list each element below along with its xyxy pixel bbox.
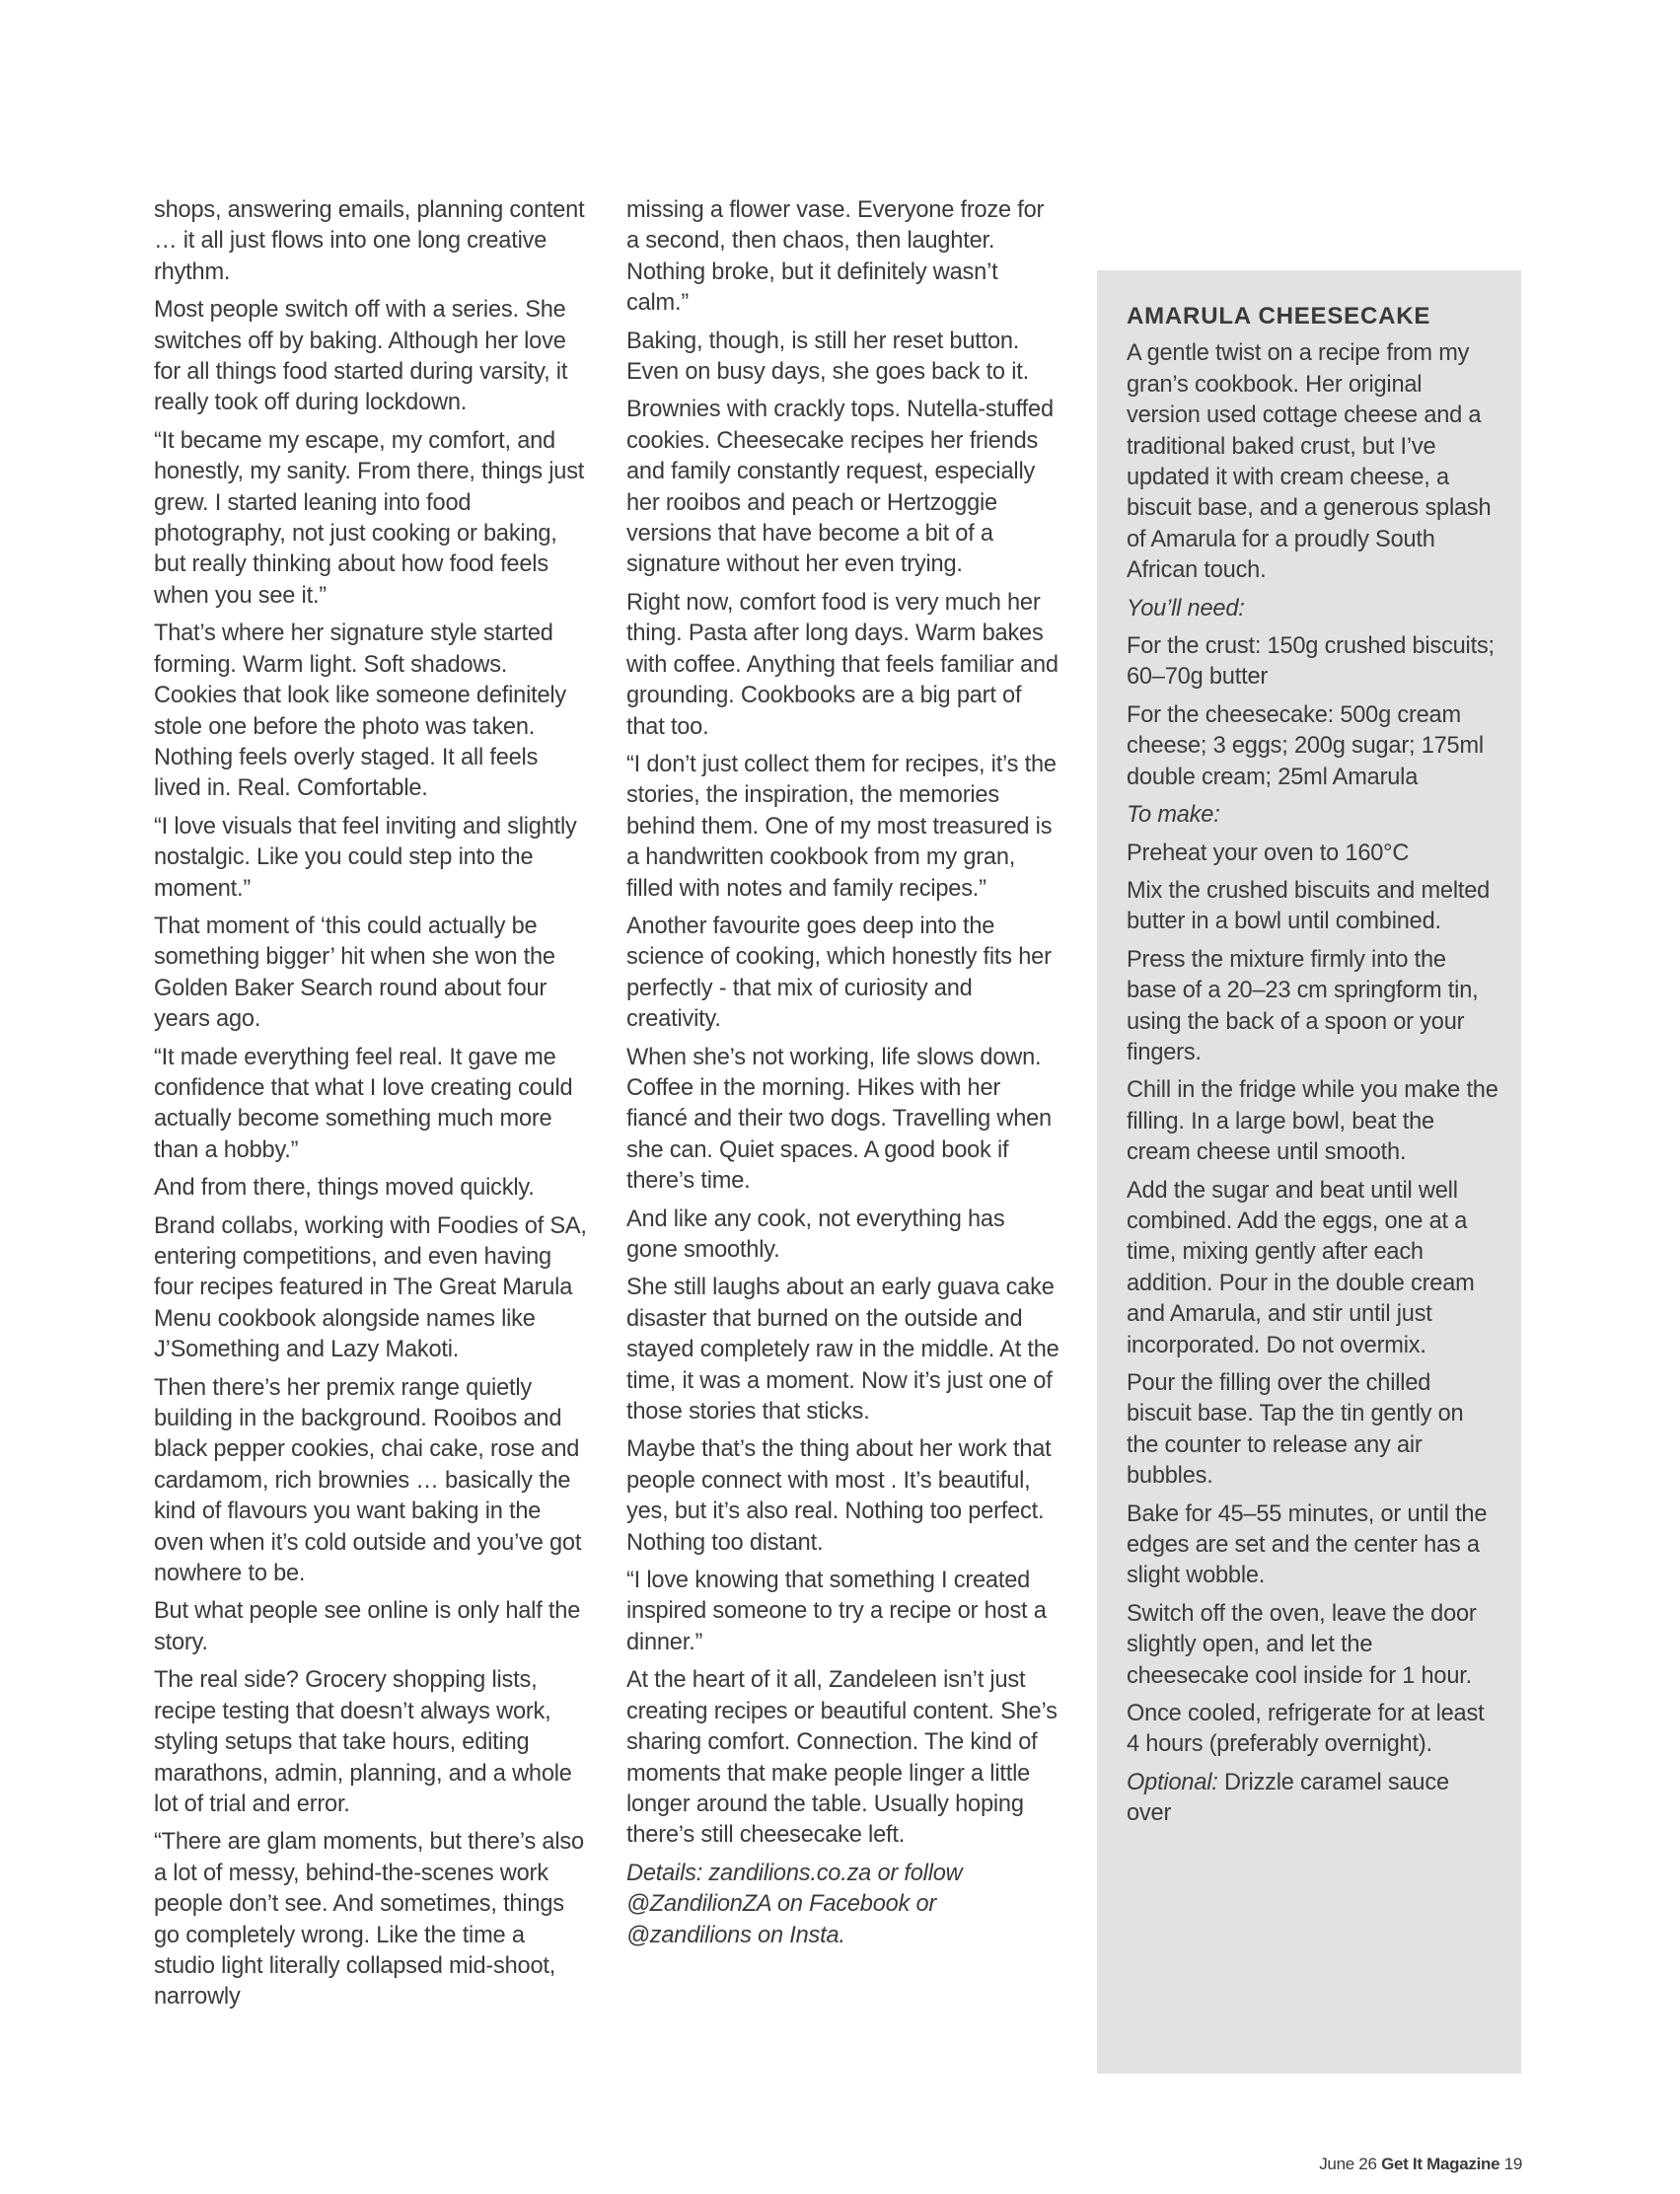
article-paragraph: “I love visuals that feel inviting and slightly nostalgic. Like you could step into the moment.” <box>154 813 577 902</box>
article-paragraph: But what people see online is only half the story. <box>154 1598 581 1655</box>
recipe-need-label: You’ll need: <box>1127 595 1245 622</box>
article-details: Details: zandilions.co.za or follow @ZandilionZA on Facebook or @zandilions on Insta. <box>626 1860 963 1948</box>
article-paragraph: Baking, though, is still her reset button. Even on busy days, she goes back to it. <box>626 328 1029 386</box>
recipe-step: Once cooled, refrigerate for at least 4 hours (preferably overnight). <box>1127 1701 1485 1758</box>
article-paragraph: The real side? Grocery shopping lists, recipe testing that doesn’t always work, styling setups that take hours, editing marathons, admin, planning, and a whole lot of trial and error. <box>154 1667 572 1817</box>
article-paragraph: And from there, things moved quickly. <box>154 1175 535 1202</box>
footer-magazine: Get It Magazine <box>1381 2155 1500 2173</box>
recipe-ingredient: For the crust: 150g crushed biscuits; 60–70g butter <box>1127 633 1495 691</box>
recipe-step: Bake for 45–55 minutes, or until the edges are set and the center has a slight wobble. <box>1127 1500 1488 1589</box>
article-column-2 <box>626 195 1060 1958</box>
article-paragraph: That moment of ‘this could actually be something bigger’ hit when she won the Golden Baker Search round about four years ago. <box>154 913 555 1033</box>
article-paragraph: shops, answering emails, planning content … it all just flows into one long creative rhythm. <box>154 197 585 285</box>
recipe-step: Press the mixture firmly into the base of a 20–23 cm springform tin, using the back of a spoon or your fingers. <box>1127 946 1479 1065</box>
article-paragraph: Brand collabs, working with Foodies of SA, entering competitions, and even having four recipes featured in The Great Marula Menu cookbook alongside names like J’Something and Lazy Makoti. <box>154 1212 587 1363</box>
article-paragraph: When she’s not working, life slows down. Coffee in the morning. Hikes with her fiancé and their two dogs. Travelling when she can. Quiet spaces. A good book if there’s time. <box>626 1044 1052 1195</box>
footer-issue: June 26 <box>1319 2155 1377 2173</box>
page-footer <box>1319 2155 1522 2174</box>
recipe-step: Preheat your oven to 160°C <box>1127 840 1410 866</box>
article-paragraph: “There are glam moments, but there’s also a lot of messy, behind-the-scenes work people don’t see. And sometimes, things go completely wrong. Like the time a studio light literally collapsed mid-shoot, narrowly <box>154 1829 584 2011</box>
recipe-optional <box>1127 1768 1499 1830</box>
article-paragraph: And like any cook, not everything has gone smoothly. <box>626 1206 1005 1263</box>
footer-page-number: 19 <box>1503 2155 1522 2173</box>
recipe-title: AMARULA CHEESECAKE <box>1127 303 1431 329</box>
recipe-step: Mix the crushed biscuits and melted butter in a bowl until combined. <box>1127 877 1491 935</box>
article-paragraph: “It became my escape, my comfort, and honestly, my sanity. From there, things just grew. I started leaning into food photography, not just cooking or baking, but really thinking about how food feels when you see it.” <box>154 427 585 609</box>
recipe-step: Pour the filling over the chilled biscuit base. Tap the tin gently on the counter to release any air bubbles. <box>1127 1370 1464 1490</box>
article-column-1 <box>154 195 588 2020</box>
article-paragraph: Then there’s her premix range quietly building in the background. Rooibos and black pepper cookies, chai cake, rose and cardamom, rich brownies … basically the kind of flavours you want baking in the oven when it’s cold outside and you’ve got nowhere to be. <box>154 1374 582 1587</box>
recipe-sidebar <box>1097 270 1521 2074</box>
article-paragraph: “I don’t just collect them for recipes, it’s the stories, the inspiration, the memories behind them. One of my most treasured is a handwritten cookbook from my gran, filled with notes and family recipes.” <box>626 751 1057 902</box>
article-paragraph: Brownies with crackly tops. Nutella-stuffed cookies. Cheesecake recipes her friends and family constantly request, especially her rooibos and peach or Hertzoggie versions that have become a bit of a signature without her even trying. <box>626 397 1054 578</box>
recipe-ingredient: For the cheesecake: 500g cream cheese; 3 eggs; 200g sugar; 175ml double cream; 25ml Amarula <box>1127 701 1484 790</box>
article-paragraph: Maybe that’s the thing about her work that people connect with most . It’s beautiful, yes, but it’s also real. Nothing too perfect. Nothing too distant. <box>626 1436 1052 1556</box>
recipe-make-label: To make: <box>1127 802 1220 829</box>
recipe-optional-label: Optional: <box>1127 1769 1218 1795</box>
recipe-sidebar-content <box>1127 301 1499 1837</box>
article-paragraph: That’s where her signature style started forming. Warm light. Soft shadows. Cookies that look like someone definitely stole one before the photo was taken. Nothing feels overly staged. It all feels lived in. Real. Comfortable. <box>154 621 567 802</box>
recipe-step: Add the sugar and beat until well combined. Add the eggs, one at a time, mixing gently after each addition. Pour in the double cream and Amarula, and stir until just incorporated. Do not overmix. <box>1127 1177 1475 1358</box>
article-paragraph: “It made everything feel real. It gave me confidence that what I love creating could actually become something much more than a hobby.” <box>154 1044 573 1163</box>
article-paragraph: “I love knowing that something I created inspired someone to try a recipe or host a dinner.” <box>626 1568 1047 1655</box>
recipe-step: Chill in the fridge while you make the filling. In a large bowl, beat the cream cheese until smooth. <box>1127 1077 1498 1166</box>
article-paragraph: Right now, comfort food is very much her thing. Pasta after long days. Warm bakes with coffee. Anything that feels familiar and grounding. Cookbooks are a big part of that too. <box>626 589 1059 740</box>
article-column-2-body <box>626 195 1060 1852</box>
recipe-step: Switch off the oven, leave the door slightly open, and let the cheesecake cool inside for 1 hour. <box>1127 1600 1477 1689</box>
article-paragraph: Another favourite goes deep into the science of cooking, which honestly fits her perfectly - that mix of curiosity and creativity. <box>626 913 1052 1033</box>
article-paragraph: At the heart of it all, Zandeleen isn’t just creating recipes or beautiful content. She’s sharing comfort. Connection. The kind of moments that make people linger a little longer around the table. Usually hoping there’s still cheesecake left. <box>626 1667 1058 1849</box>
article-paragraph: She still laughs about an early guava cake disaster that burned on the outside and stayed completely raw in the middle. At the time, it was a moment. Now it’s just one of those stories that sticks. <box>626 1275 1059 1426</box>
recipe-optional-text: Drizzle caramel sauce over <box>1127 1769 1449 1827</box>
article-paragraph: missing a flower vase. Everyone froze for a second, then chaos, then laughter. Nothing broke, but it definitely wasn’t calm.” <box>626 197 1045 317</box>
article-paragraph: Most people switch off with a series. She switches off by baking. Although her love for all things food started during varsity, it really took off during lockdown. <box>154 297 568 416</box>
recipe-intro: A gentle twist on a recipe from my gran’s cookbook. Her original version used cottage cheese and a traditional baked crust, but I’ve updated it with cream cheese, a biscuit base, and a generous splash of Amarula for a proudly South African touch. <box>1127 340 1492 584</box>
